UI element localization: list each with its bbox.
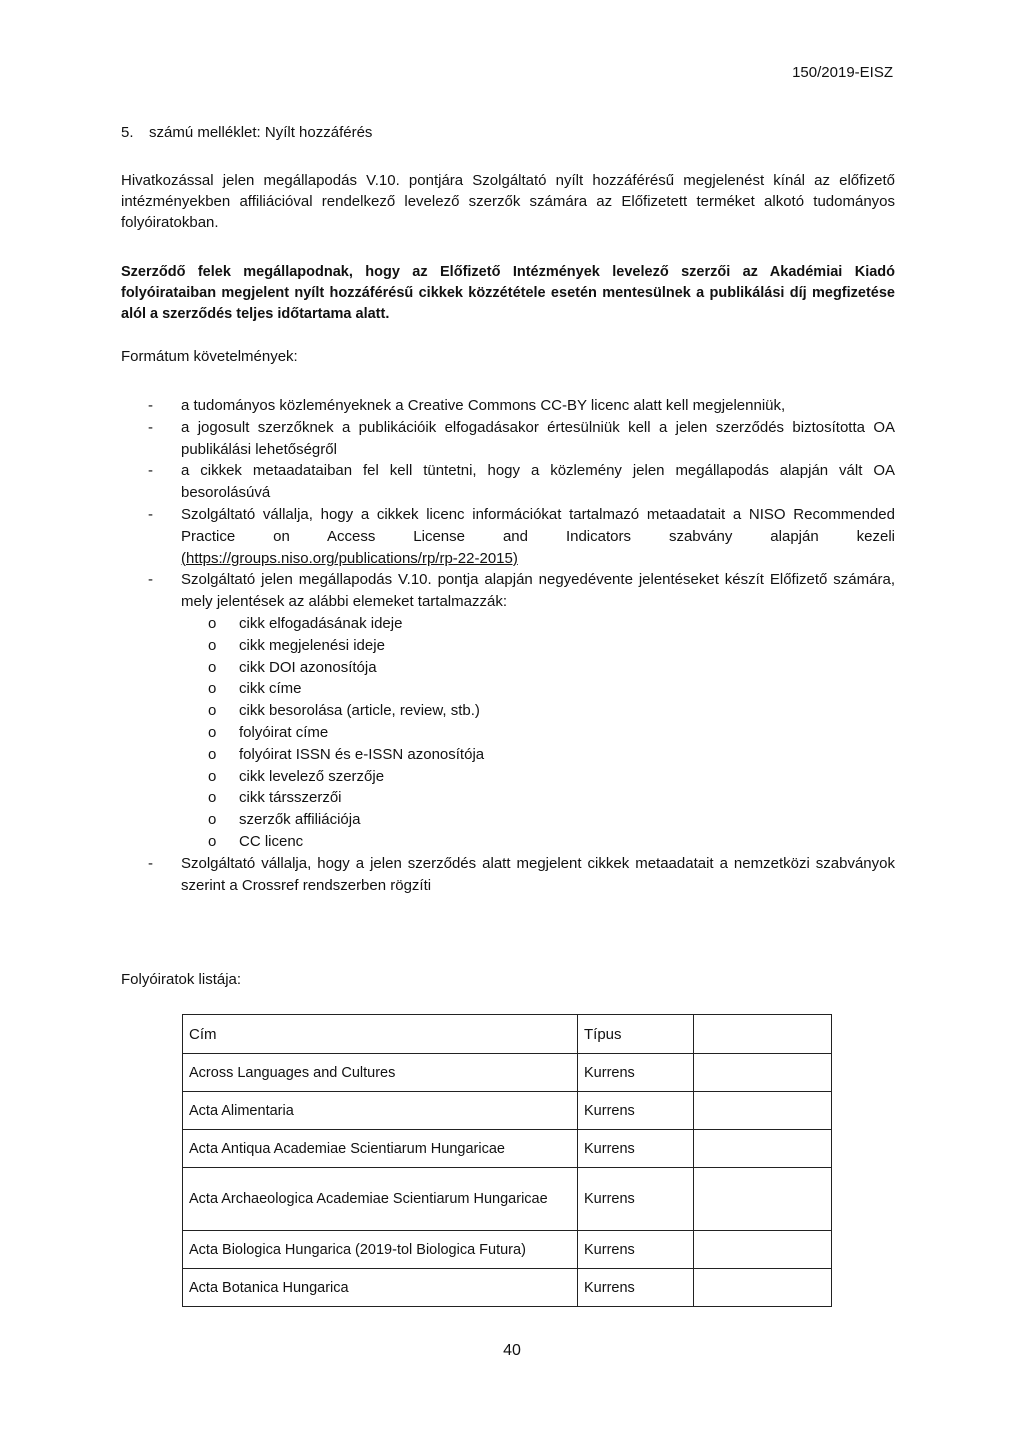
journal-type: Kurrens: [578, 1054, 694, 1092]
header-type: Típus: [578, 1015, 694, 1054]
list-item: [148, 853, 895, 897]
report-item-text: cikk megjelenési ideje: [239, 636, 385, 654]
report-item-text: cikk besorolása (article, review, stb.): [239, 702, 480, 720]
list-item-text: a jogosult szerzőknek a publikációik elfogadásakor értesülniük kell a jelen szerződés biztosította OA publikálási lehetőségről: [181, 418, 895, 458]
report-item-text: folyóirat címe: [239, 723, 329, 741]
table-row: [183, 1092, 832, 1130]
journal-extra: [694, 1130, 832, 1168]
report-item: [181, 766, 895, 788]
table-row: [183, 1269, 832, 1307]
journal-title: Acta Biologica Hungarica (2019-tol Biologica Futura): [183, 1231, 578, 1269]
report-item: [181, 635, 895, 657]
list-item-text: a cikkek metaadataiban fel kell tüntetni, hogy a közlemény jelen megállapodás alapján vált OA besorolásúvá: [181, 462, 895, 502]
report-text: Szolgáltató jelen megállapodás V.10. pontja alapján negyedévente jelentéseket készít Előfizető számára, mely jelentések az alábbi elemeket tartalmazzák:: [181, 571, 895, 611]
report-item-text: cikk elfogadásának ideje: [239, 614, 403, 632]
list-item: [148, 569, 895, 852]
dash-bullet: -: [148, 418, 153, 436]
circle-bullet: o: [208, 680, 217, 698]
section-title: számú melléklet: Nyílt hozzáférés: [149, 124, 373, 141]
dash-bullet: -: [148, 571, 153, 589]
journal-type: Kurrens: [578, 1092, 694, 1130]
journal-title: Acta Botanica Hungarica: [183, 1269, 578, 1307]
circle-bullet: o: [208, 636, 217, 654]
circle-bullet: o: [208, 723, 217, 741]
journal-type: Kurrens: [578, 1130, 694, 1168]
header-title: Cím: [183, 1015, 578, 1054]
journal-extra: [694, 1231, 832, 1269]
journal-type: Kurrens: [578, 1168, 694, 1231]
dash-bullet: -: [148, 854, 153, 872]
table-row: [183, 1054, 832, 1092]
table-row: [183, 1130, 832, 1168]
circle-bullet: o: [208, 811, 217, 829]
report-item: [181, 700, 895, 722]
list-item: [148, 417, 895, 461]
report-item: [181, 678, 895, 700]
agreement-paragraph: Szerződő felek megállapodnak, hogy az Előfizető Intézmények levelező szerzői az Akadémiai Kiadó folyóirataiban megjelent nyílt hozzáférésű cikkek közzététele esetén mentesülnek a publikálási díj megfizetése alól a szerződés teljes időtartama alatt.: [121, 264, 895, 322]
table-row: [183, 1168, 832, 1231]
journal-extra: [694, 1168, 832, 1231]
format-requirements-list: [148, 395, 895, 896]
report-items-list: [181, 613, 895, 853]
report-item: [181, 613, 895, 635]
report-item: [181, 831, 895, 853]
report-item: [181, 809, 895, 831]
journal-title: Acta Archaeologica Academiae Scientiarum Hungaricae: [183, 1168, 578, 1231]
journal-extra: [694, 1092, 832, 1130]
niso-link[interactable]: (https://groups.niso.org/publications/rp/rp-22-2015): [181, 549, 518, 567]
list-item-text: a tudományos közleményeknek a Creative Commons CC-BY licenc alatt kell megjelenniük,: [181, 397, 786, 414]
section-number: 5.: [121, 124, 134, 141]
journal-type: Kurrens: [578, 1269, 694, 1307]
dash-bullet: -: [148, 462, 153, 480]
circle-bullet: o: [208, 789, 217, 807]
document-reference: 150/2019-EISZ: [792, 64, 893, 81]
format-requirements-label: Formátum követelmények:: [121, 348, 298, 365]
report-item-text: cikk címe: [239, 680, 302, 698]
dash-bullet: -: [148, 505, 153, 523]
report-item-text: folyóirat ISSN és e-ISSN azonosítója: [239, 745, 485, 763]
intro-paragraph: Hivatkozással jelen megállapodás V.10. pontjára Szolgáltató nyílt hozzáférésű megjelenést kínál az előfizető intézményekben affiliációval rendelkező levelező szerzők számára az Előfizetett terméket alkotó tudományos folyóiratokban.: [121, 172, 895, 231]
report-item: [181, 744, 895, 766]
report-item-text: cikk társszerzői: [239, 789, 342, 807]
list-item: [148, 460, 895, 504]
circle-bullet: o: [208, 658, 217, 676]
circle-bullet: o: [208, 702, 217, 720]
table-header-row: [183, 1015, 832, 1054]
table-row: [183, 1231, 832, 1269]
section-heading: [121, 124, 372, 141]
report-item: [181, 787, 895, 809]
report-item: [181, 657, 895, 679]
journal-extra: [694, 1269, 832, 1307]
report-item: [181, 722, 895, 744]
report-item-text: CC licenc: [239, 832, 304, 850]
journal-title: Acta Antiqua Academiae Scientiarum Hungaricae: [183, 1130, 578, 1168]
list-item: [148, 395, 895, 417]
journal-extra: [694, 1054, 832, 1092]
report-item-text: cikk levelező szerzője: [239, 767, 385, 785]
report-item-text: cikk DOI azonosítója: [239, 658, 377, 676]
page-number: 40: [503, 1342, 521, 1359]
journal-title: Acta Alimentaria: [183, 1092, 578, 1130]
list-item: [148, 504, 895, 569]
circle-bullet: o: [208, 767, 217, 785]
circle-bullet: o: [208, 614, 217, 632]
journal-type: Kurrens: [578, 1231, 694, 1269]
dash-bullet: -: [148, 397, 153, 414]
niso-text: Szolgáltató vállalja, hogy a cikkek licenc információkat tartalmazó metaadatait a NISO Recommended Practice on Access License and Indicators szabvány alapján kezeli: [181, 505, 895, 545]
report-item-text: szerzők affiliációja: [239, 811, 361, 829]
journals-table: [182, 1014, 832, 1307]
journal-title: Across Languages and Cultures: [183, 1054, 578, 1092]
header-empty: [694, 1015, 832, 1054]
journals-list-label: Folyóiratok listája:: [121, 971, 242, 988]
circle-bullet: o: [208, 832, 217, 850]
crossref-text: Szolgáltató vállalja, hogy a jelen szerződés alatt megjelent cikkek metaadatait a nemzetközi szabványok szerint a Crossref rendszerben rögzíti: [181, 854, 895, 894]
circle-bullet: o: [208, 745, 217, 763]
